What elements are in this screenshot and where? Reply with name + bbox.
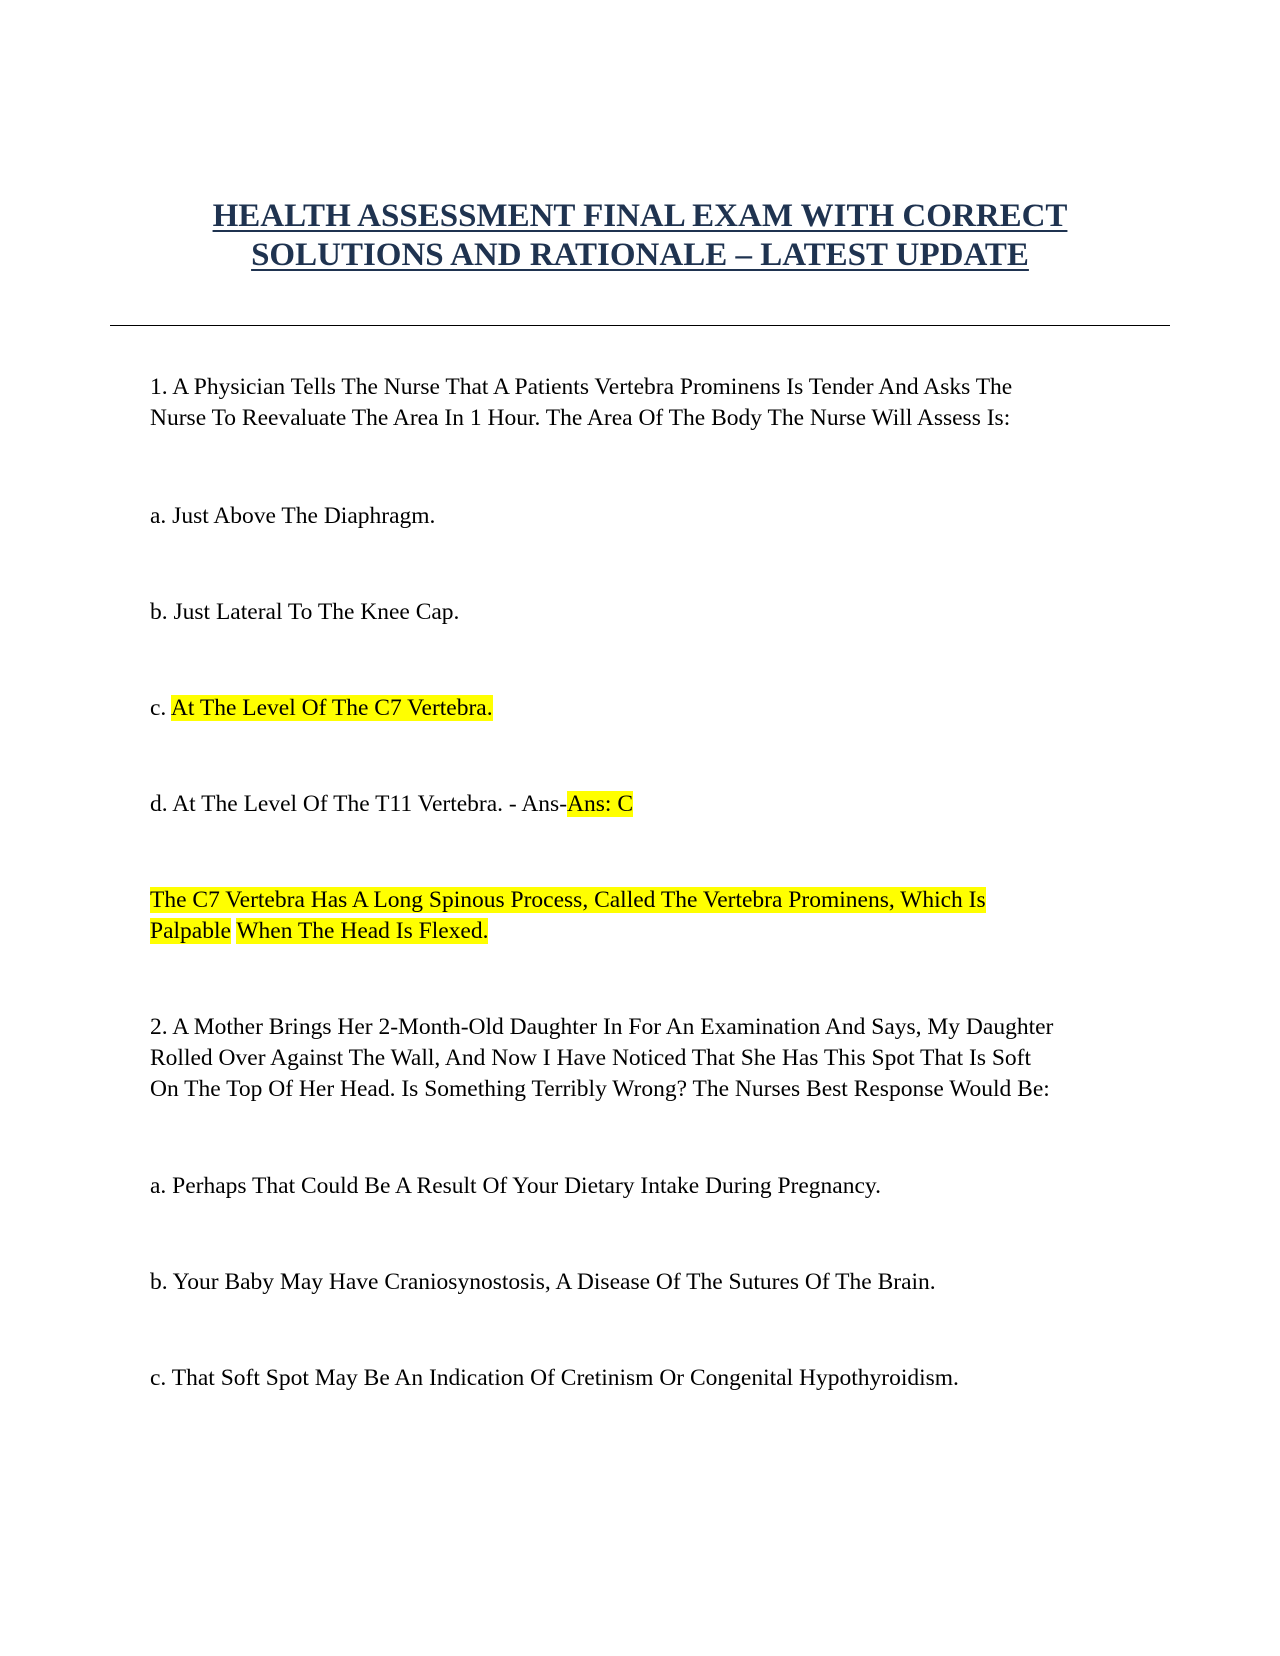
question-1-option-c (150, 693, 1150, 724)
question-2-stem-line-2: Rolled Over Against The Wall, And Now I Have Noticed That She Has This Spot That Is Soft (150, 1045, 1032, 1071)
question-1-option-b: b. Just Lateral To The Knee Cap. (150, 599, 460, 625)
document-title-line-2: SOLUTIONS AND RATIONALE – LATEST UPDATE (251, 237, 1029, 273)
question-1-option-d-text: d. At The Level Of The T11 Vertebra. - Ans- (150, 791, 568, 817)
question-2-stem-line-1: 2. A Mother Brings Her 2-Month-Old Daughter In For An Examination And Says, My Daughter (150, 1014, 1054, 1040)
question-1-option-c-text: At The Level Of The C7 Vertebra. (170, 695, 493, 721)
question-2-stem-line-3: On The Top Of Her Head. Is Something Terribly Wrong? The Nurses Best Response Would Be: (150, 1076, 1050, 1102)
title-divider (110, 325, 1170, 326)
question-2-option-a: a. Perhaps That Could Be A Result Of Your Dietary Intake During Pregnancy. (150, 1173, 882, 1199)
question-1-rationale-line-2b: When The Head Is Flexed. (236, 918, 489, 944)
question-1-stem-line-1: 1. A Physician Tells The Nurse That A Patients Vertebra Prominens Is Tender And Asks The (150, 374, 1013, 400)
question-1-stem-line-2: Nurse To Reevaluate The Area In 1 Hour. The Area Of The Body The Nurse Will Assess Is: (150, 405, 1011, 431)
question-1-option-d (150, 789, 1150, 820)
question-2-option-c: c. That Soft Spot May Be An Indication Of Cretinism Or Congenital Hypothyroidism. (150, 1365, 959, 1391)
question-2-option-b: b. Your Baby May Have Craniosynostosis, A Disease Of The Sutures Of The Brain. (150, 1269, 936, 1295)
question-1-stem (150, 372, 1150, 434)
document-title-line-1: HEALTH ASSESSMENT FINAL EXAM WITH CORRECT (212, 198, 1068, 234)
question-1-rationale-line-2a: Palpable (150, 918, 231, 944)
question-1-rationale-line-1: The C7 Vertebra Has A Long Spinous Process, Called The Vertebra Prominens, Which Is (150, 887, 986, 913)
question-1-option-c-prefix: c. (150, 695, 171, 721)
question-1-rationale (150, 885, 1150, 947)
question-2-stem (150, 1012, 1150, 1105)
question-1-option-a: a. Just Above The Diaphragm. (150, 503, 436, 529)
question-1-answer: Ans: C (567, 791, 633, 817)
document-title (0, 197, 1280, 275)
